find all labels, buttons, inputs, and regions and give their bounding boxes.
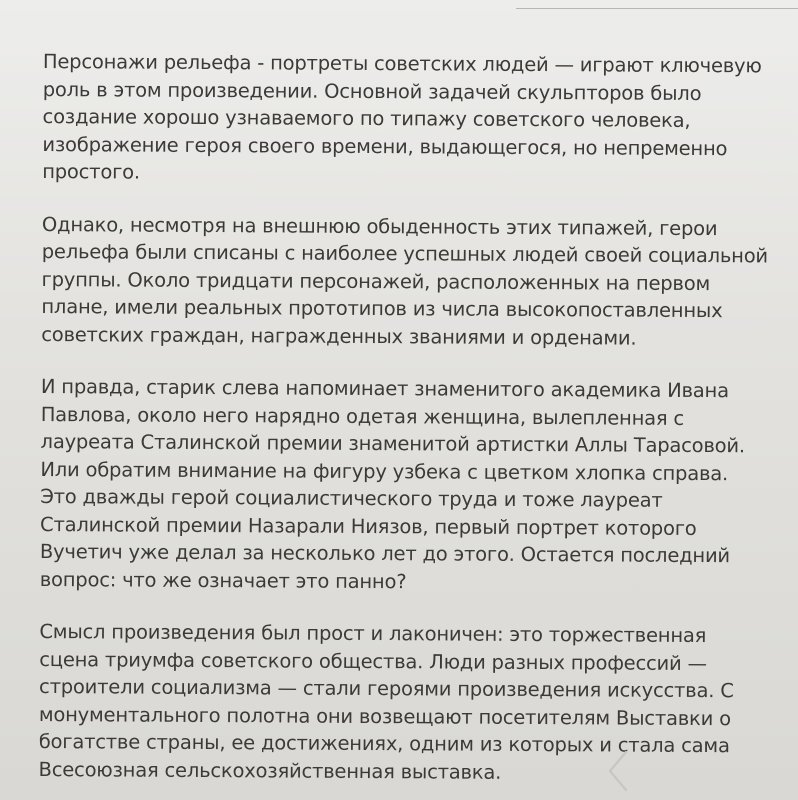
paragraph-4: Смысл произведения был прост и лаконичен: это торжественная сцена триумфа советского общества. Люди разных профессий — строители социализма — стали героями произведения искусства. С монументального полотна они возвещают посетителям Выставки о богатстве страны, ее достижениях, одним из которых и стала сама Всесоюзная сельскохозяйственная выставка. (38, 619, 734, 784)
top-divider (516, 8, 798, 9)
previous-page-button[interactable] (603, 749, 639, 793)
paragraph-3: И правда, старик слева напоминает знаменитого академика Ивана Павлова, около него нарядно одетая женщина, вылепленная с лауреата Сталинской премии знаменитой артистки Аллы Тарасовой. Или обратим внимание на фигуру узбека с цветком хлопка справа. Это дважды герой социалистического труда и тоже лауреат Сталинской премии Назарали Ниязов, первый портрет которого Вучетич уже делал за несколько лет до этого. Остается последний вопрос: что же означает это панно? (39, 374, 745, 593)
paragraph-2: Однако, несмотря на внешнюю обыденность этих типажей, герои рельефа были списаны с наиболее успешных людей своей социальной группы. Около тридцати персонажей, расположенных на первом плане, имели реальных прототипов из числа высокопоставленных советских граждан, награжденных званиями и орденами. (41, 212, 769, 350)
chevron-left-icon (603, 749, 639, 793)
paragraph-1: Персонажи рельефа - портреты советских людей — играют ключевую роль в этом произведении. Основной задачей скульпторов было создание хорошо узнаваемого по типажу советского человека, изображение героя своего времени, выдающегося, но непременно простого. (42, 49, 762, 184)
article-text (38, 48, 771, 800)
